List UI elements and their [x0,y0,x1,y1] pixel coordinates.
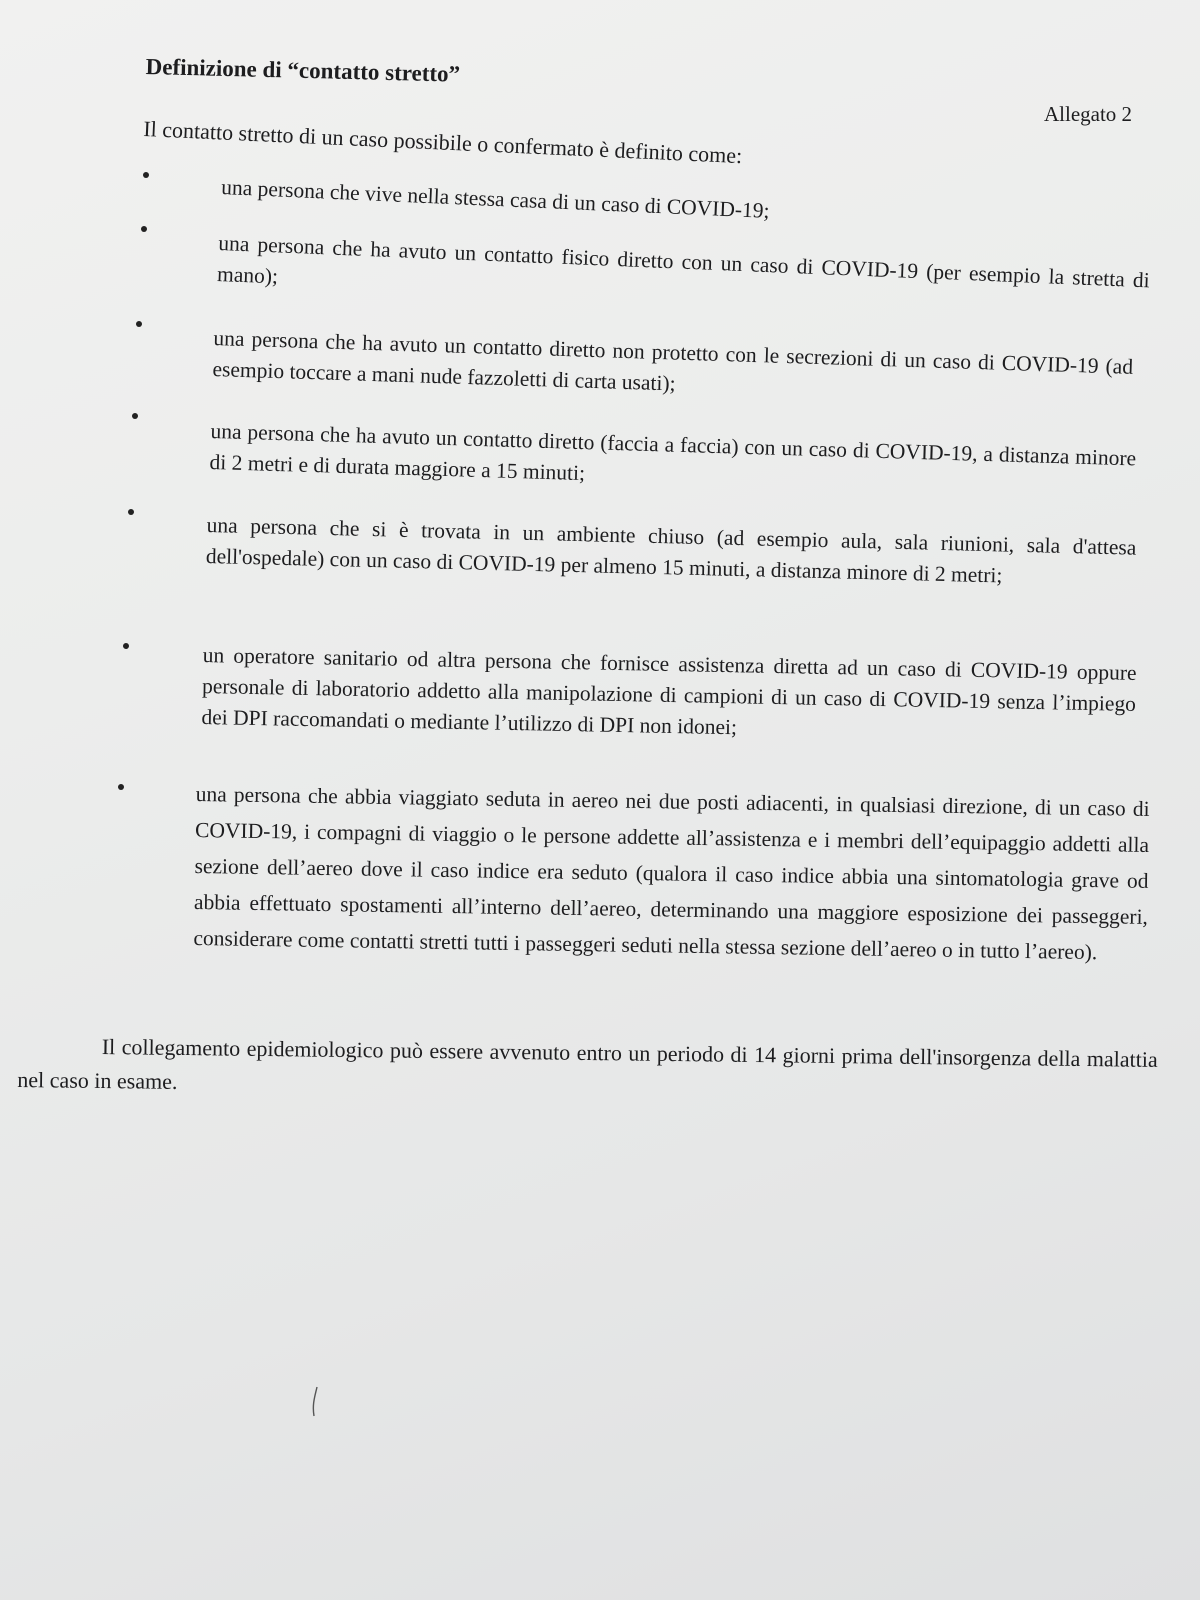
list-item: una persona che ha avuto un contatto fisico diretto con un caso di COVID-19 (per esempio la stretta di mano); [216,230,1151,293]
closing-paragraph: Il collegamento epidemiologico può essere avvenuto entro un periodo di 14 giorni prima dell'insorgenza della malattia nel caso in esame. [17,1034,1158,1094]
list-item: una persona che vive nella stessa casa di un caso di COVID-19; [220,174,771,223]
bullet-dot [132,413,138,419]
list-item: una persona che si è trovata in un ambiente chiuso (ad esempio aula, sala riunioni, sala d'attesa dell'ospedale) con un caso di COVID-19 per almeno 15 minuti, a distanza minore di 2 metri; [205,512,1137,588]
document-title: Definizione di “contatto stretto” [145,54,461,87]
annex-label: Allegato 2 [1044,102,1133,126]
list-item: una persona che abbia viaggiato seduta in aereo nei due posti adiacenti, in qualsiasi direzione, di un caso di COVID-19, i compagni di viaggio o le persone addette all’assistenza e i membri dell’equipaggio addetti alla sezione dell’aereo dove il caso indice era seduto (qualora il caso indice abbia una sintomatologia grave od abbia effettuato spostamenti all’interno dell’aereo, determinando una maggiore esposizione dei passeggeri, considerare come contatti stretti tutti i passeggeri seduti nella stessa sezione dell’aereo o in tutto l’aereo). [193,781,1150,965]
bullet-dot [136,321,142,327]
bullet-dot [141,226,147,232]
pen-mark [310,1386,320,1418]
bullet-dot [123,643,129,649]
list-item: una persona che ha avuto un contatto diretto non protetto con le secrezioni di un caso di COVID-19 (ad esempio toccare a mani nude fazzoletti di carta usati); [212,325,1134,396]
bullet-dot [118,784,124,790]
bullet-dot [143,172,149,178]
intro-sentence: Il contatto stretto di un caso possibile o confermato è definito come: [142,116,743,169]
list-item: una persona che ha avuto un contatto diretto (faccia a faccia) con un caso di COVID-19, a distanza minore di 2 metri e di durata maggiore a 15 minuti; [209,418,1137,486]
list-item: un operatore sanitario od altra persona che fornisce assistenza diretta ad un caso di COVID-19 oppure personale di laboratorio addetto alla manipolazione di campioni di un caso di COVID-19 senza l’impiego dei DPI raccomandati o mediante l’utilizzo di DPI non idonei; [201,642,1137,740]
bullet-dot [128,509,134,515]
